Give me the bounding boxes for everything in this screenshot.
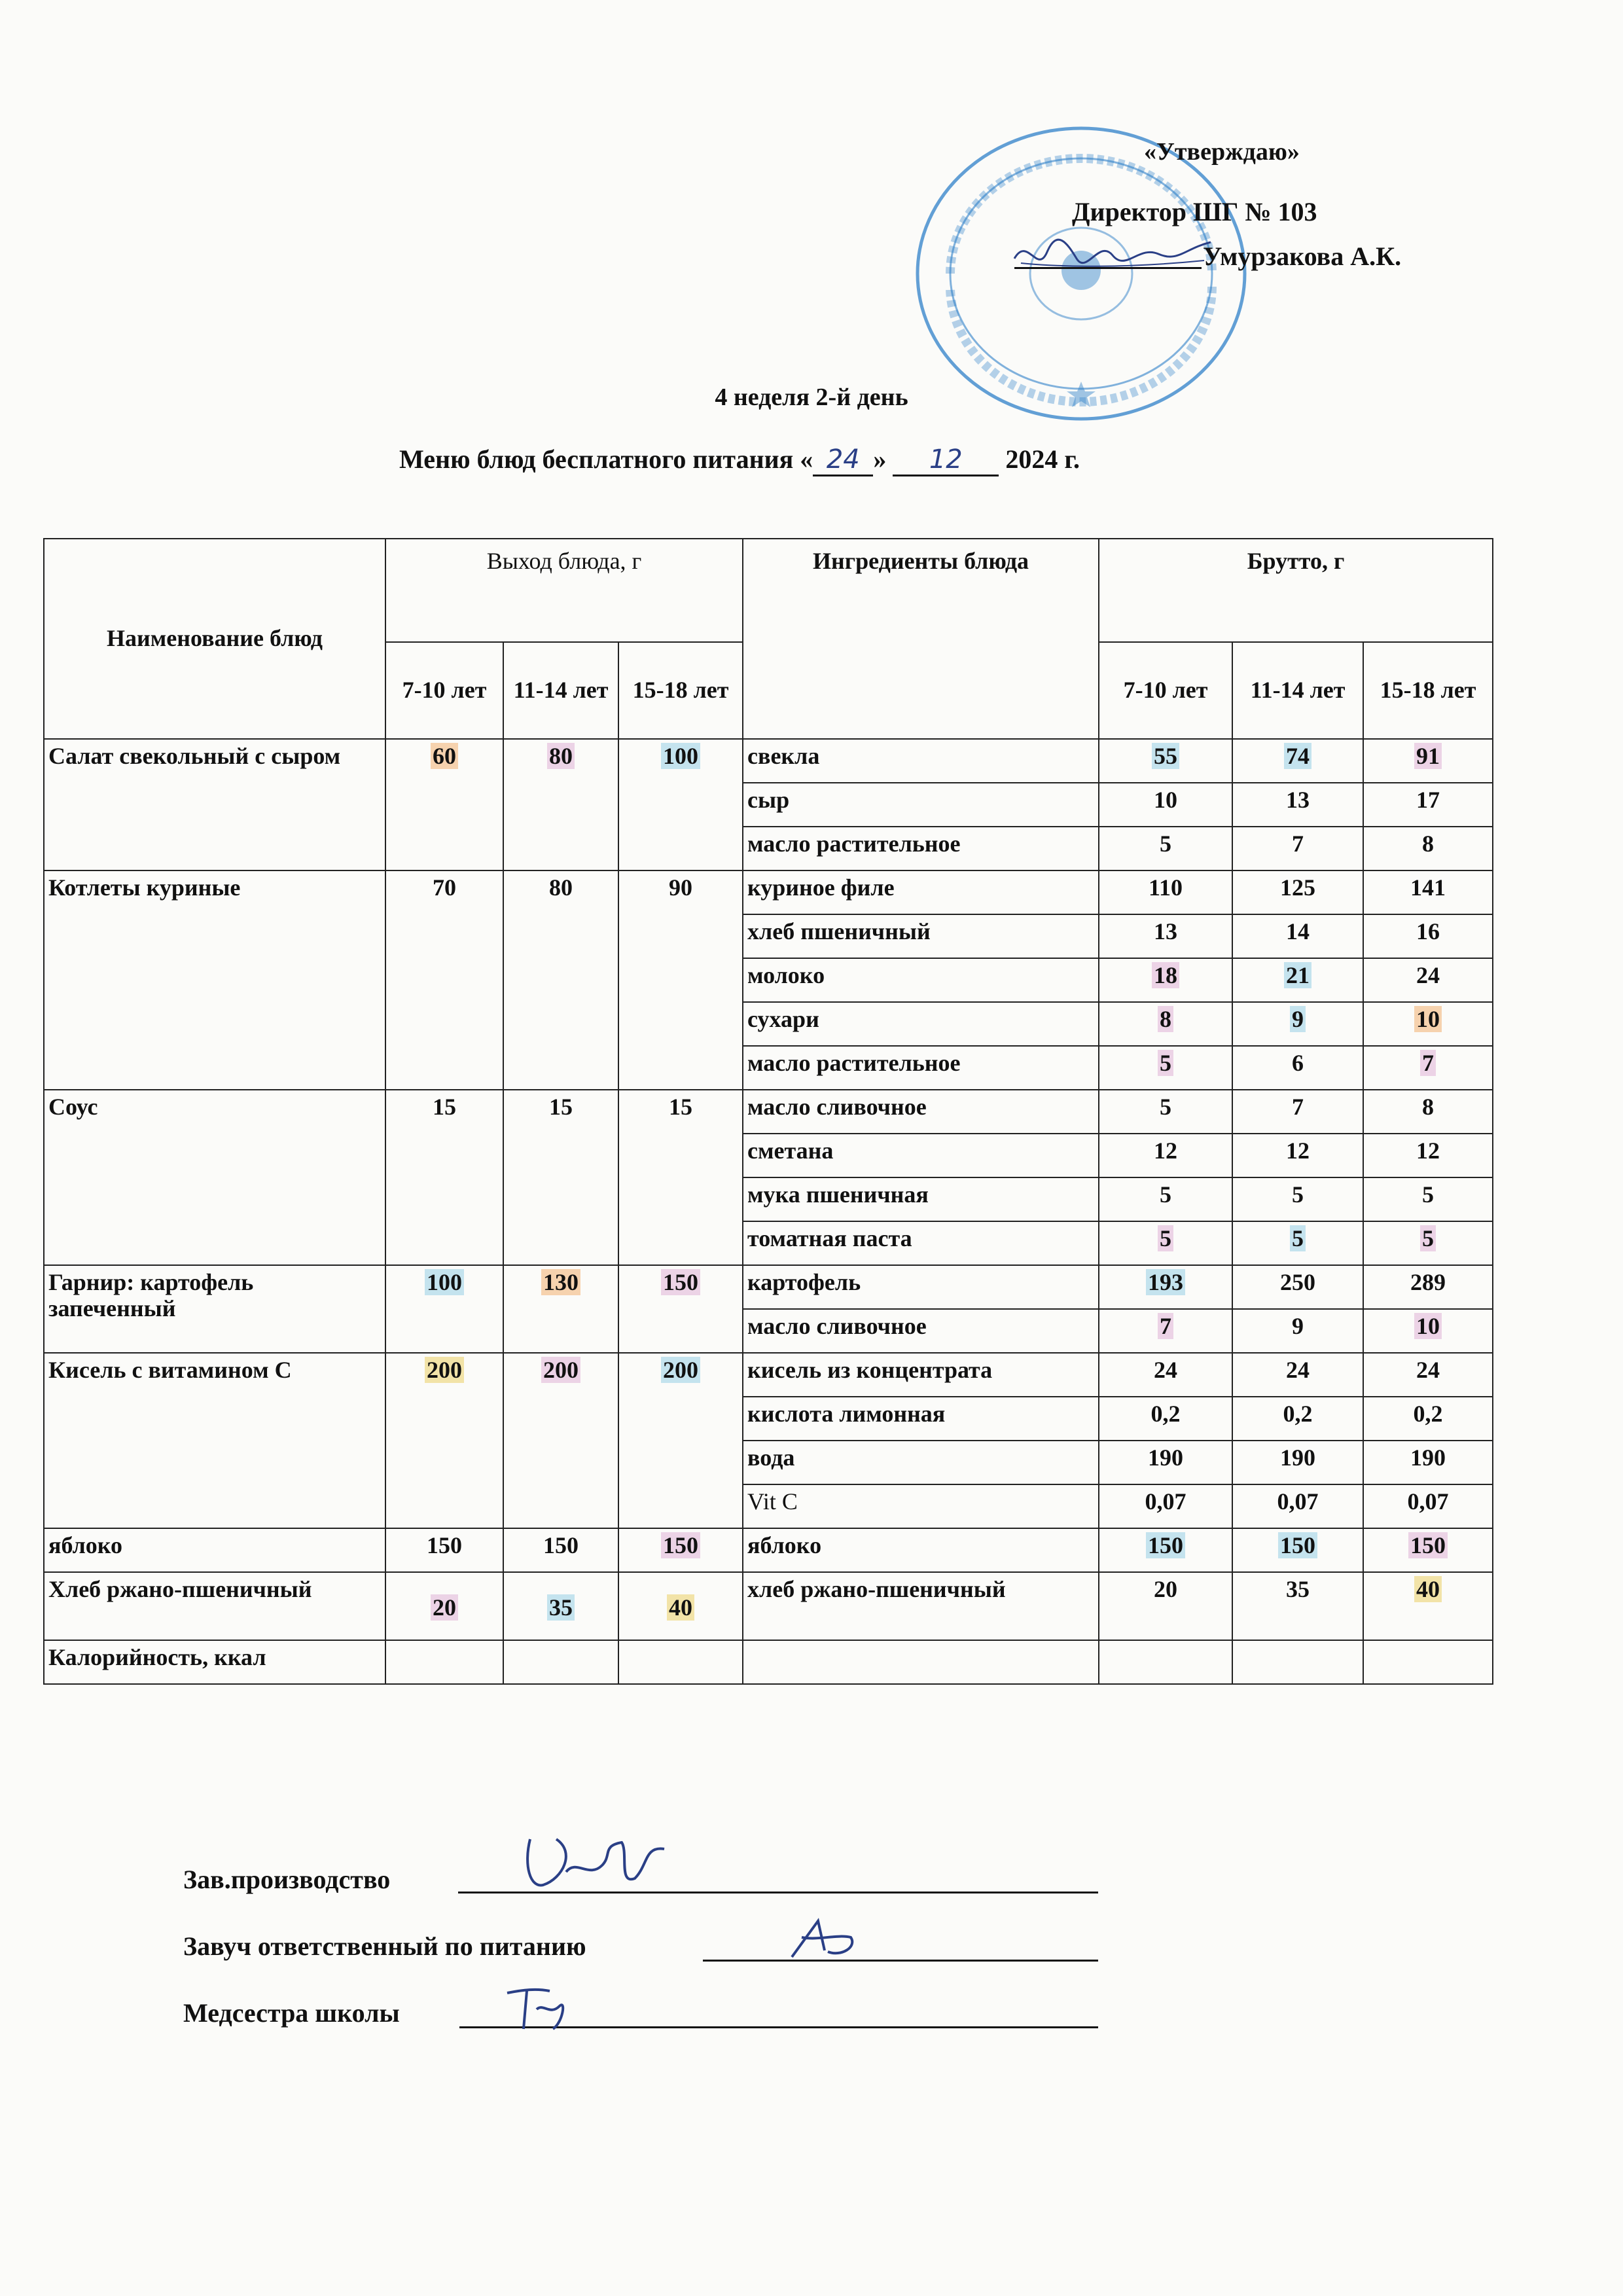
gross-11-14: 0,07 [1232, 1484, 1363, 1528]
approval-title: «Утверждаю» [1144, 138, 1300, 166]
gross-15-18: 150 [1363, 1528, 1493, 1572]
ingredient-name: хлеб пшеничный [743, 914, 1099, 958]
menu-table [43, 538, 1493, 1685]
dish-output-7-10: 70 [385, 870, 503, 1090]
menu-title [399, 444, 1080, 476]
gross-15-18: 40 [1363, 1572, 1493, 1640]
dish-output-15-18: 40 [618, 1572, 743, 1640]
table-row [44, 739, 1493, 783]
gross-11-14: 190 [1232, 1441, 1363, 1484]
production-manager-label: Зав.производство [183, 1865, 391, 1894]
empty-cell [1232, 1640, 1363, 1684]
gross-7-10: 0,07 [1099, 1484, 1232, 1528]
gross-15-18: 24 [1363, 958, 1493, 1002]
dish-name: Соус [44, 1090, 385, 1265]
empty-cell [1099, 1640, 1232, 1684]
ingredient-name: сметана [743, 1134, 1099, 1177]
ingredient-name: Vit C [743, 1484, 1099, 1528]
gross-11-14: 9 [1232, 1002, 1363, 1046]
gross-15-18: 10 [1363, 1309, 1493, 1353]
gross-7-10: 55 [1099, 739, 1232, 783]
dish-output-15-18: 15 [618, 1090, 743, 1265]
gross-7-10: 150 [1099, 1528, 1232, 1572]
header-output-age-7-10: 7-10 лет [385, 642, 503, 739]
ingredient-name: сыр [743, 783, 1099, 827]
week-day-title: 4 неделя 2-й день [715, 384, 908, 411]
dish-output-15-18: 100 [618, 739, 743, 870]
gross-15-18: 190 [1363, 1441, 1493, 1484]
header-gross-age-7-10: 7-10 лет [1099, 642, 1232, 739]
gross-7-10: 5 [1099, 1221, 1232, 1265]
gross-15-18: 10 [1363, 1002, 1493, 1046]
dish-output-15-18: 200 [618, 1353, 743, 1528]
date-month: 12 [893, 444, 999, 476]
school-nurse-label: Медсестра школы [183, 1998, 400, 2028]
dish-output-11-14: 80 [503, 870, 618, 1090]
gross-15-18: 8 [1363, 1090, 1493, 1134]
gross-11-14: 6 [1232, 1046, 1363, 1090]
gross-11-14: 9 [1232, 1309, 1363, 1353]
gross-7-10: 110 [1099, 870, 1232, 914]
gross-15-18: 289 [1363, 1265, 1493, 1309]
gross-7-10: 20 [1099, 1572, 1232, 1640]
gross-15-18: 5 [1363, 1221, 1493, 1265]
dish-output-11-14: 200 [503, 1353, 618, 1528]
ingredient-name: яблоко [743, 1528, 1099, 1572]
header-output: Выход блюда, г [385, 539, 743, 642]
dish-output-7-10: 60 [385, 739, 503, 870]
ingredient-name: масло сливочное [743, 1309, 1099, 1353]
nutrition-officer-label: Завуч ответственный по питанию [183, 1931, 586, 1961]
ingredient-name: масло растительное [743, 1046, 1099, 1090]
dish-output-15-18: 90 [618, 870, 743, 1090]
header-gross: Брутто, г [1099, 539, 1493, 642]
calories-label: Калорийность, ккал [44, 1640, 385, 1684]
director-name: Умурзакова А.К. [1203, 242, 1402, 271]
dish-output-11-14: 150 [503, 1528, 618, 1572]
dish-output-7-10: 15 [385, 1090, 503, 1265]
approval-director-title: Директор ШГ № 103 [1072, 197, 1317, 226]
gross-7-10: 12 [1099, 1134, 1232, 1177]
dish-output-15-18: 150 [618, 1528, 743, 1572]
dish-output-7-10: 20 [385, 1572, 503, 1640]
table-row [44, 1353, 1493, 1397]
ingredient-name: картофель [743, 1265, 1099, 1309]
gross-11-14: 24 [1232, 1353, 1363, 1397]
gross-7-10: 8 [1099, 1002, 1232, 1046]
date-day: 24 [813, 444, 873, 476]
gross-7-10: 0,2 [1099, 1397, 1232, 1441]
gross-15-18: 17 [1363, 783, 1493, 827]
ingredient-name: сухари [743, 1002, 1099, 1046]
gross-7-10: 190 [1099, 1441, 1232, 1484]
table-row [44, 1572, 1493, 1640]
gross-11-14: 7 [1232, 827, 1363, 870]
table-row [44, 870, 1493, 914]
ingredient-name: томатная паста [743, 1221, 1099, 1265]
dish-output-7-10: 150 [385, 1528, 503, 1572]
table-row [44, 1640, 1493, 1684]
table-row [44, 1090, 1493, 1134]
gross-11-14: 21 [1232, 958, 1363, 1002]
school-nurse-signature [497, 1977, 576, 2036]
gross-11-14: 13 [1232, 783, 1363, 827]
ingredient-name: вода [743, 1441, 1099, 1484]
gross-7-10: 10 [1099, 783, 1232, 827]
dish-output-7-10: 200 [385, 1353, 503, 1528]
ingredient-name: кисель из концентрата [743, 1353, 1099, 1397]
gross-11-14: 5 [1232, 1221, 1363, 1265]
gross-11-14: 7 [1232, 1090, 1363, 1134]
dish-output-7-10: 100 [385, 1265, 503, 1353]
table-row [44, 1265, 1493, 1309]
header-gross-age-15-18: 15-18 лет [1363, 642, 1493, 739]
header-dish-name: Наименование блюд [44, 539, 385, 739]
gross-7-10: 7 [1099, 1309, 1232, 1353]
header-output-age-11-14: 11-14 лет [503, 642, 618, 739]
empty-cell [1363, 1640, 1493, 1684]
gross-11-14: 74 [1232, 739, 1363, 783]
gross-15-18: 91 [1363, 739, 1493, 783]
director-signature [1008, 223, 1224, 281]
gross-11-14: 0,2 [1232, 1397, 1363, 1441]
nutrition-officer-signature-line [703, 1960, 1098, 1962]
gross-15-18: 7 [1363, 1046, 1493, 1090]
gross-7-10: 193 [1099, 1265, 1232, 1309]
dish-name: Салат свекольный с сыром [44, 739, 385, 870]
dish-name: яблоко [44, 1528, 385, 1572]
gross-15-18: 8 [1363, 827, 1493, 870]
menu-title-quote: » [873, 444, 887, 474]
header-output-age-15-18: 15-18 лет [618, 642, 743, 739]
dish-output-15-18: 150 [618, 1265, 743, 1353]
ingredient-name: молоко [743, 958, 1099, 1002]
header-ingredients: Ингредиенты блюда [743, 539, 1099, 739]
dish-name: Кисель с витамином С [44, 1353, 385, 1528]
gross-15-18: 16 [1363, 914, 1493, 958]
gross-11-14: 125 [1232, 870, 1363, 914]
gross-15-18: 5 [1363, 1177, 1493, 1221]
dish-output-11-14: 15 [503, 1090, 618, 1265]
empty-cell [503, 1640, 618, 1684]
gross-11-14: 35 [1232, 1572, 1363, 1640]
menu-title-prefix: Меню блюд бесплатного питания « [399, 444, 813, 474]
dish-output-11-14: 80 [503, 739, 618, 870]
nutrition-officer-signature [779, 1911, 870, 1964]
gross-7-10: 5 [1099, 1177, 1232, 1221]
empty-cell [618, 1640, 743, 1684]
gross-7-10: 5 [1099, 1090, 1232, 1134]
dish-name: Гарнир: картофель запеченный [44, 1265, 385, 1353]
gross-15-18: 141 [1363, 870, 1493, 914]
gross-15-18: 24 [1363, 1353, 1493, 1397]
gross-11-14: 250 [1232, 1265, 1363, 1309]
gross-15-18: 0,2 [1363, 1397, 1493, 1441]
table-row [44, 1528, 1493, 1572]
gross-11-14: 5 [1232, 1177, 1363, 1221]
ingredient-name: мука пшеничная [743, 1177, 1099, 1221]
dish-output-11-14: 35 [503, 1572, 618, 1640]
ingredient-name: масло сливочное [743, 1090, 1099, 1134]
header-gross-age-11-14: 11-14 лет [1232, 642, 1363, 739]
ingredient-name: масло растительное [743, 827, 1099, 870]
gross-7-10: 5 [1099, 827, 1232, 870]
gross-7-10: 24 [1099, 1353, 1232, 1397]
ingredient-name: куриное филе [743, 870, 1099, 914]
gross-7-10: 13 [1099, 914, 1232, 958]
ingredient-name: кислота лимонная [743, 1397, 1099, 1441]
gross-11-14: 150 [1232, 1528, 1363, 1572]
production-manager-signature [504, 1826, 681, 1898]
date-year: 2024 г. [1005, 444, 1080, 474]
dish-name: Хлеб ржано-пшеничный [44, 1572, 385, 1640]
gross-7-10: 5 [1099, 1046, 1232, 1090]
gross-11-14: 14 [1232, 914, 1363, 958]
ingredient-name: хлеб ржано-пшеничный [743, 1572, 1099, 1640]
gross-11-14: 12 [1232, 1134, 1363, 1177]
gross-15-18: 0,07 [1363, 1484, 1493, 1528]
dish-output-11-14: 130 [503, 1265, 618, 1353]
gross-7-10: 18 [1099, 958, 1232, 1002]
empty-cell [743, 1640, 1099, 1684]
empty-cell [385, 1640, 503, 1684]
ingredient-name: свекла [743, 739, 1099, 783]
gross-15-18: 12 [1363, 1134, 1493, 1177]
dish-name: Котлеты куриные [44, 870, 385, 1090]
